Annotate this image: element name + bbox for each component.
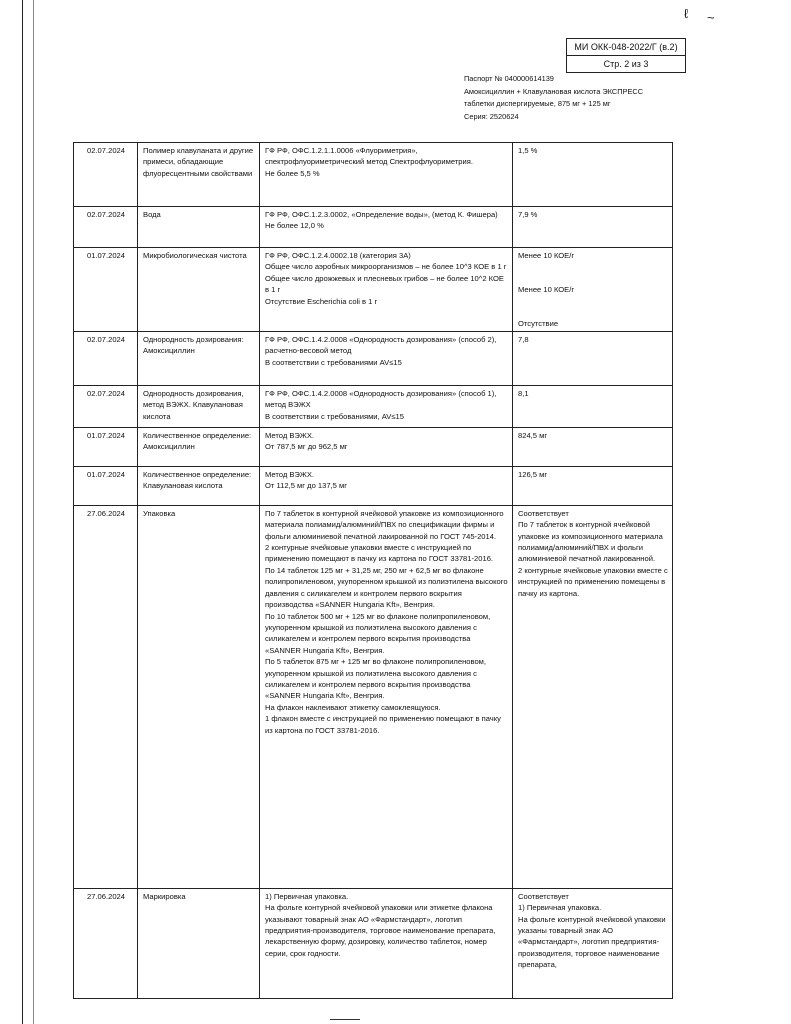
method-line: От 112,5 мг до 137,5 мг (265, 481, 348, 491)
table-row (74, 143, 673, 207)
test-result: 1,5 % (513, 143, 673, 207)
test-parameter: Однородность дозирования: Амоксициллин (138, 331, 260, 385)
method-line: Не более 5,5 % (265, 168, 320, 178)
test-result: 7,8 (513, 331, 673, 385)
table-row (74, 505, 673, 888)
test-method (260, 888, 513, 998)
test-date: 01.07.2024 (74, 248, 138, 332)
test-result: Менее 10 КОЕ/г Менее 10 КОЕ/г Отсутствие (513, 248, 673, 332)
method-line: ГФ РФ, ОФС.1.4.2.0008 «Однородность дозирования» (способ 1), метод ВЭЖХ (265, 388, 497, 410)
test-result (513, 888, 673, 998)
method-line: Общее число аэробных микроорганизмов – не более 10^3 КОЕ в 1 г (265, 262, 507, 272)
method-line: Отсутствие Escherichia coli в 1 г (265, 296, 378, 306)
test-parameter: Количественное определение: Клавулановая кислота (138, 466, 260, 505)
test-parameter: Упаковка (138, 505, 260, 888)
test-date: 02.07.2024 (74, 385, 138, 427)
batch-series: Серия: 2520624 (464, 111, 519, 121)
test-date: 01.07.2024 (74, 427, 138, 466)
test-parameter: Маркировка (138, 888, 260, 998)
test-method (260, 505, 513, 888)
scan-edge-left (22, 0, 23, 1024)
table-row (74, 248, 673, 332)
test-parameter: Однородность дозирования, метод ВЭЖХ. Клавулановая кислота (138, 385, 260, 427)
corner-mark: ~ (707, 10, 715, 25)
passport-block (464, 73, 643, 123)
test-method (260, 248, 513, 332)
table-row (74, 427, 673, 466)
test-result: 126,5 мг (513, 466, 673, 505)
passport-number: Паспорт № 040000614139 (464, 74, 554, 83)
method-line: Общее число дрожжевых и плесневых грибов – не более 10^2 КОЕ в 1 г (265, 273, 504, 295)
method-line: По 7 таблеток в контурной ячейковой упаковке из композиционного материала полиамид/алюминий/ПВХ по спецификации фирмы и фольги алюминиевой печатной лакированной по ГОСТ 745-2014. (265, 508, 504, 541)
method-line: 1) Первичная упаковка. (265, 891, 349, 901)
scan-edge-left-inner (33, 0, 34, 1024)
result-line: По 7 таблеток в контурной ячейковой упаковке из композиционного материала полиамид/алюминий/ПВХ и фольги алюминиевой печатной лакированной. (518, 520, 663, 564)
analysis-table (73, 142, 673, 999)
test-result: 7,9 % (513, 207, 673, 248)
method-line: 1 флакон вместе с инструкцией по применению помещают в пачку из картона по ГОСТ 33781-2016. (265, 714, 501, 735)
corner-mark: ℓ (684, 6, 689, 21)
test-date: 02.07.2024 (74, 331, 138, 385)
method-line: ГФ РФ, ОФС.1.4.2.0008 «Однородность дозирования» (способ 2), расчетно-весовой метод (265, 334, 497, 356)
test-method (260, 427, 513, 466)
test-method (260, 331, 513, 385)
method-line: ГФ РФ, ОФС.1.2.4.0002.18 (категория 3А) (265, 251, 411, 260)
table-row (74, 207, 673, 248)
footer-line (330, 1019, 360, 1020)
document-code: МИ ОКК-048-2022/Г (в.2) (574, 42, 678, 52)
method-line: Не более 12,0 % (265, 221, 324, 231)
table-row (74, 888, 673, 998)
method-line: ГФ РФ, ОФС.1.2.3.0002, «Определение воды», (метод К. Фишера) (265, 210, 498, 219)
test-method (260, 207, 513, 248)
test-method (260, 466, 513, 505)
result-line: 2 контурные ячейковые упаковки вместе с инструкцией по применению помещены в пачку из картона. (518, 565, 668, 598)
test-parameter: Вода (138, 207, 260, 248)
document-code-box (566, 38, 686, 73)
result-line: Соответствует (518, 508, 569, 518)
method-line: По 14 таблеток 125 мг + 31,25 мг, 250 мг + 62,5 мг во флаконе полипропиленовом, укупоренном крышкой из полиэтилена высокого давления с силикагелем и контролем первого вскрытия производства «SANNER Hungaria Kft», Венгрия. (265, 565, 508, 610)
test-result (513, 505, 673, 888)
product-name: Амоксициллин + Клавулановая кислота ЭКСПРЕСС (464, 86, 644, 96)
test-parameter: Микробиологическая чистота (138, 248, 260, 332)
table-row (74, 466, 673, 505)
test-parameter: Количественное определение: Амоксициллин (138, 427, 260, 466)
method-line: По 5 таблеток 875 мг + 125 мг во флаконе полипропиленовом, укупоренном крышкой из полиэтилена высокого давления с силикагелем и контролем первого вскрытия производства «SANNER Hungaria Kft», Венгрия. (265, 657, 487, 701)
result-line: На фольге контурной ячейковой упаковки указаны товарный знак АО «Фармстандарт», логотип предприятия-производителя, торговое наименование препарата, (518, 914, 666, 970)
test-method (260, 385, 513, 427)
method-line: В соответствии с требованиями, AV≤15 (265, 411, 404, 421)
test-date: 02.07.2024 (74, 143, 138, 207)
test-method (260, 143, 513, 207)
test-date: 27.06.2024 (74, 505, 138, 888)
method-line: От 787,5 мг до 962,5 мг (265, 442, 348, 452)
test-date: 27.06.2024 (74, 888, 138, 998)
method-line: ГФ РФ, ОФС.1.2.1.1.0006 «Флуориметрия», спектрофлуориметрический метод Спектрофлуориметрия. (265, 146, 473, 167)
table-row (74, 385, 673, 427)
method-line: На флакон наклеивают этикетку самоклеящуюся. (265, 702, 441, 712)
test-date: 01.07.2024 (74, 466, 138, 505)
method-line: По 10 таблеток 500 мг + 125 мг во флаконе полипропиленовом, укупоренном крышкой из полиэтилена высокого давления с силикагелем и контролем первого вскрытия производства «SANNER Hungaria Kft», Венгрия. (265, 611, 491, 655)
test-result: 824,5 мг (513, 427, 673, 466)
table-row (74, 331, 673, 385)
method-line: Метод ВЭЖХ. (265, 430, 314, 440)
method-line: Метод ВЭЖХ. (265, 469, 314, 479)
test-date: 02.07.2024 (74, 207, 138, 248)
result-line: Соответствует (518, 891, 569, 901)
page-number: Стр. 2 из 3 (567, 55, 685, 72)
method-line: На фольге контурной ячейковой упаковки или этикетке флакона указывают товарный знак АО «Фармстандарт», логотип предприятия-производителя, торговое наименование препарата, лекарственную форму, дозировку, количество таблеток, номер серии, срок годности. (265, 903, 496, 958)
test-result: 8,1 (513, 385, 673, 427)
method-line: В соответствии с требованиями AV≤15 (265, 357, 402, 367)
dosage-form: таблетки диспергируемые, 875 мг + 125 мг (464, 99, 611, 109)
test-parameter: Полимер клавуланата и другие примеси, обладающие флуоресцентными свойствами (138, 143, 260, 207)
method-line: 2 контурные ячейковые упаковки вместе с инструкцией по применению помещают в пачку из картона по ГОСТ 33781-2016. (265, 543, 494, 564)
result-line: 1) Первичная упаковка. (518, 903, 602, 913)
